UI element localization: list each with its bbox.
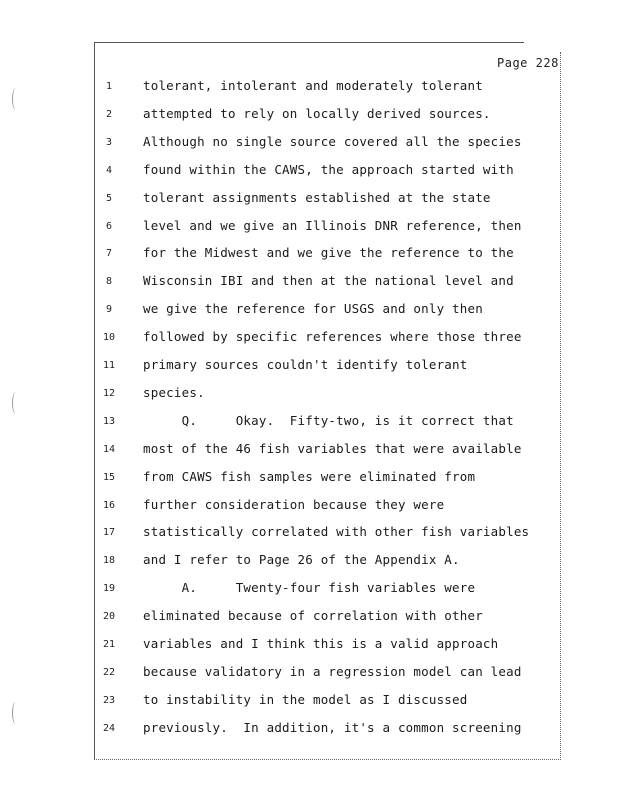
line-text: further consideration because they were [143,496,445,512]
transcript-line [0,78,618,106]
line-text: and I refer to Page 26 of the Appendix A. [143,552,460,568]
line-number: 12 [102,387,116,399]
line-number: 18 [102,555,116,567]
transcript-line [0,608,618,636]
line-number: 9 [105,304,113,316]
line-text: we give the reference for USGS and only then [143,301,483,317]
line-text: species. [143,384,205,400]
transcript-line [0,273,618,301]
transcript-line [0,385,618,413]
line-number: 11 [102,360,116,371]
line-text: level and we give an Illinois DNR reference, then [143,217,522,233]
transcript-line [0,357,618,385]
line-text: tolerant, intolerant and moderately tolerant [143,78,483,93]
line-text: for the Midwest and we give the reference to the [143,245,514,261]
line-number: 15 [102,471,116,483]
line-text: Although no single source covered all the species [143,133,522,149]
line-text: A. Twenty-four fish variables were [143,580,476,596]
line-number: 21 [102,639,116,650]
transcript-line [0,524,618,552]
line-number: 3 [105,136,113,148]
line-number: 5 [105,192,113,204]
transcript-line [0,664,618,692]
line-number: 23 [102,694,116,706]
line-number: 20 [102,611,116,623]
line-text: attempted to rely on locally derived sources. [143,105,491,121]
transcript-line [0,162,618,190]
page-number: Page 228 [497,56,559,70]
transcript-line [0,552,618,580]
transcript-line [0,106,618,134]
line-text: eliminated because of correlation with other [143,608,483,624]
line-text: tolerant assignments established at the state [143,189,491,205]
line-text: from CAWS fish samples were eliminated from [143,468,476,484]
line-number: 16 [102,499,116,511]
line-number: 22 [102,666,116,678]
transcript-line [0,497,618,525]
line-number: 2 [105,108,113,120]
line-text: previously. In addition, it's a common screening [143,719,522,735]
transcript-line [0,636,618,664]
line-text: statistically correlated with other fish variables [143,524,530,540]
line-number: 10 [102,332,116,344]
line-number: 7 [105,248,113,260]
line-text: followed by specific references where those three [143,329,522,345]
line-number: 19 [102,583,116,595]
transcript-line [0,301,618,329]
line-text: variables and I think this is a valid approach [143,636,499,651]
line-number: 17 [102,527,116,539]
line-text: because validatory in a regression model can lead [143,663,522,679]
line-text: found within the CAWS, the approach started with [143,161,514,177]
line-number: 14 [102,443,116,455]
transcript-line [0,441,618,469]
transcript-line [0,469,618,497]
line-number: 13 [102,415,116,427]
line-number: 24 [102,722,116,734]
line-number: 6 [105,220,113,232]
line-number: 8 [105,276,113,288]
line-text: to instability in the model as I discussed [143,691,468,707]
line-number: 4 [105,164,113,176]
line-text: Q. Okay. Fifty-two, is it correct that [143,412,514,428]
transcript-line [0,580,618,608]
transcript-line [0,329,618,357]
transcript-line [0,190,618,218]
line-number: 1 [105,81,113,92]
line-text: primary sources couldn't identify tolerant [143,357,468,372]
transcript-line [0,218,618,246]
transcript-line [0,692,618,720]
transcript-line [0,245,618,273]
line-text: most of the 46 fish variables that were available [143,440,522,456]
transcript-line [0,720,618,748]
transcript-line [0,413,618,441]
line-text: Wisconsin IBI and then at the national level and [143,273,514,289]
transcript-line [0,134,618,162]
